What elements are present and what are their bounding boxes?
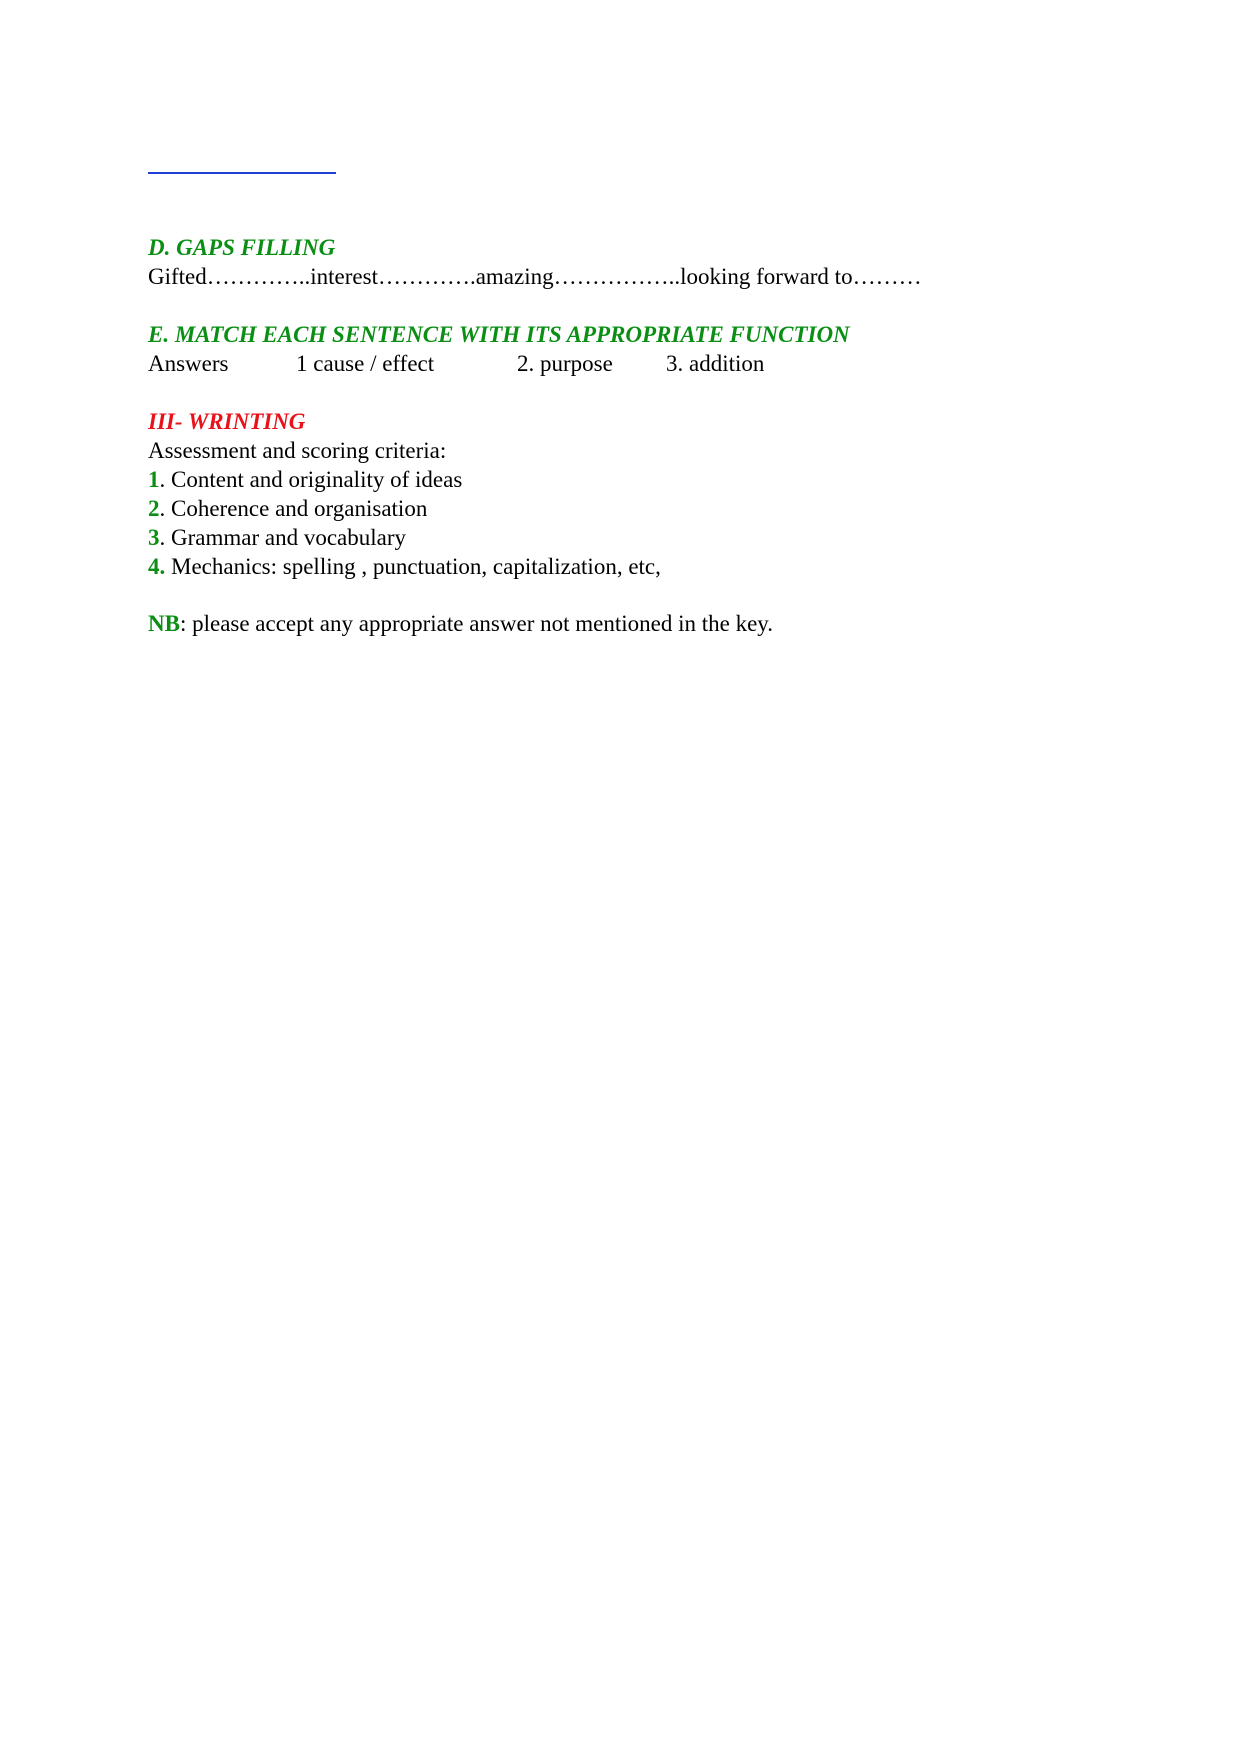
document-content bbox=[148, 234, 1148, 639]
answer-item-1: 1 cause / effect bbox=[296, 350, 435, 376]
criteria-item bbox=[148, 524, 1148, 553]
criteria-separator: . bbox=[159, 524, 171, 550]
section-d-heading: D. GAPS FILLING bbox=[148, 235, 336, 260]
match-answers-row bbox=[148, 350, 1148, 379]
section-e-heading: E. MATCH EACH SENTENCE WITH ITS APPROPRIATE FUNCTION bbox=[148, 321, 850, 347]
criteria-number: 3 bbox=[148, 524, 160, 550]
answers-label: Answers bbox=[148, 350, 229, 376]
criteria-intro: Assessment and scoring criteria: bbox=[148, 437, 447, 463]
criteria-item bbox=[148, 466, 1148, 495]
criteria-item bbox=[148, 553, 1148, 582]
criteria-text: Coherence and organisation bbox=[171, 495, 428, 521]
writing-heading: III- WRINTING bbox=[148, 408, 306, 434]
spacer bbox=[148, 582, 1148, 611]
criteria-text: Grammar and vocabulary bbox=[171, 524, 407, 550]
criteria-text: Mechanics: spelling , punctuation, capitalization, etc, bbox=[171, 553, 661, 579]
criteria-number: 2 bbox=[148, 495, 160, 521]
note-line bbox=[148, 610, 1148, 639]
criteria-item bbox=[148, 495, 1148, 524]
answer-item-2: 2. purpose bbox=[517, 350, 613, 376]
answer-item-3: 3. addition bbox=[666, 350, 765, 376]
criteria-separator: . bbox=[159, 495, 171, 521]
criteria-separator: . bbox=[159, 466, 171, 492]
criteria-number: 4. bbox=[148, 553, 166, 579]
note-label: NB bbox=[148, 611, 180, 637]
spacer bbox=[148, 292, 1148, 321]
criteria-text: Content and originality of ideas bbox=[171, 466, 463, 492]
gaps-filling-answers: Gifted…………..interest………….amazing……………..looking forward to……… bbox=[148, 264, 922, 289]
criteria-number: 1 bbox=[148, 466, 160, 492]
top-rule-line bbox=[148, 172, 336, 174]
spacer bbox=[148, 379, 1148, 408]
note-text: : please accept any appropriate answer not mentioned in the key. bbox=[179, 611, 774, 637]
